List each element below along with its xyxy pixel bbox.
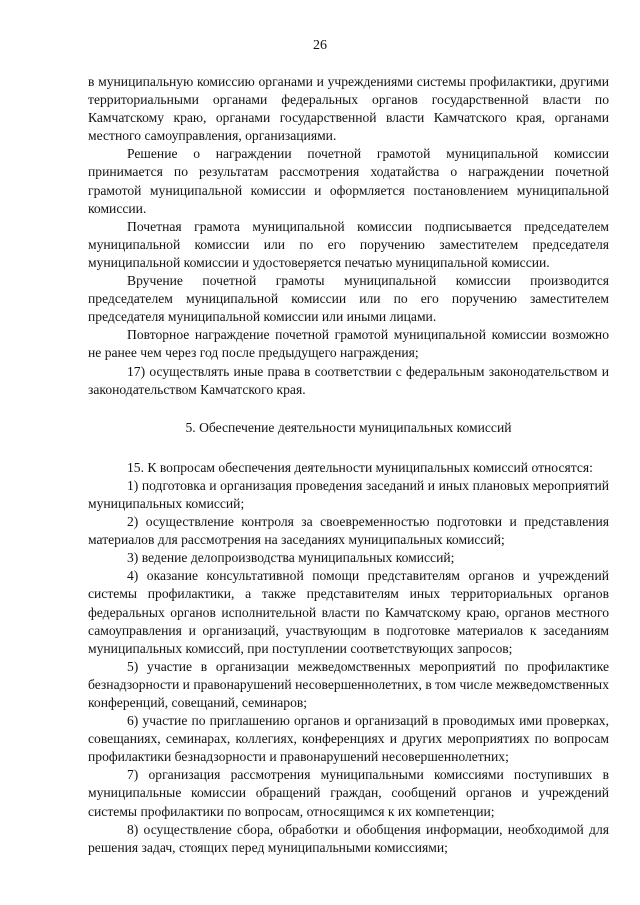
paragraph: Повторное награждение почетной грамотой муниципальной комиссии возможно не ранее чем через год после предыдущего награждения; [88,327,609,361]
list-item: 6) участие по приглашению органов и организаций в проводимых ими проверках, совещаниях, семинарах, коллегиях, конференциях и других мероприятиях по вопросам профилактики безнадзорности и правонарушений несовершеннолетних; [88,713,609,765]
list-item: 7) организация рассмотрения муниципальными комиссиями поступивших в муниципальные комиссии обращений граждан, сообщений органов и учреждений системы профилактики по вопросам, относящимся к их компетенции; [88,767,609,819]
paragraph: в муниципальную комиссию органами и учреждениями системы профилактики, другими территориальными органами федеральных органов государственной власти по Камчатскому краю, органами государственной власти Камчатского края, органами местного самоуправления, организациями. [88,74,609,144]
paragraph: Почетная грамота муниципальной комиссии подписывается председателем муниципальной комиссии или по его поручению заместителем председателя муниципальной комиссии и удостоверяется печатью муниципальной комиссии. [88,218,609,270]
list-item: 1) подготовка и организация проведения заседаний и иных плановых мероприятий муниципальных комиссий; [88,477,609,511]
paragraph: 17) осуществлять иные права в соответствии с федеральным законодательством и законодательством Камчатского края. [88,363,609,397]
document-body [88,73,609,857]
paragraph: Решение о награждении почетной грамотой муниципальной комиссии принимается по результатам рассмотрения ходатайства о награждении почетной грамотой муниципальной комиссии и оформляется постановлением муниципальной комиссии. [88,146,609,216]
page-number: 26 [313,38,327,53]
list-item: 4) оказание консультативной помощи представителям органов и учреждений системы профилактики, а также представителям иных территориальных органов федеральных органов исполнительной власти по Камчатскому краю, органов местного самоуправления и организаций, участвующим в подготовке материалов к заседаниям муниципальных комиссий, при поступлении соответствующих запросов; [88,568,609,656]
paragraph: 15. К вопросам обеспечения деятельности муниципальных комиссий относятся: [127,459,593,475]
paragraph: Вручение почетной грамоты муниципальной комиссии производится председателем муниципальной комиссии или по его поручению заместителем председателя муниципальной комиссии или иными лицами. [88,273,609,325]
list-item: 8) осуществление сбора, обработки и обобщения информации, необходимой для решения задач, стоящих перед муниципальными комиссиями; [88,821,609,855]
list-item: 3) ведение делопроизводства муниципальных комиссий; [127,550,455,566]
list-item: 5) участие в организации межведомственных мероприятий по профилактике безнадзорности и правонарушений несовершеннолетних, в том числе межведомственных конференций, совещаний, семинаров; [88,658,609,710]
list-item: 2) осуществление контроля за своевременностью подготовки и представления материалов для рассмотрения на заседаниях муниципальных комиссий; [88,514,609,548]
section-heading: 5. Обеспечение деятельности муниципальных комиссий [185,419,512,435]
